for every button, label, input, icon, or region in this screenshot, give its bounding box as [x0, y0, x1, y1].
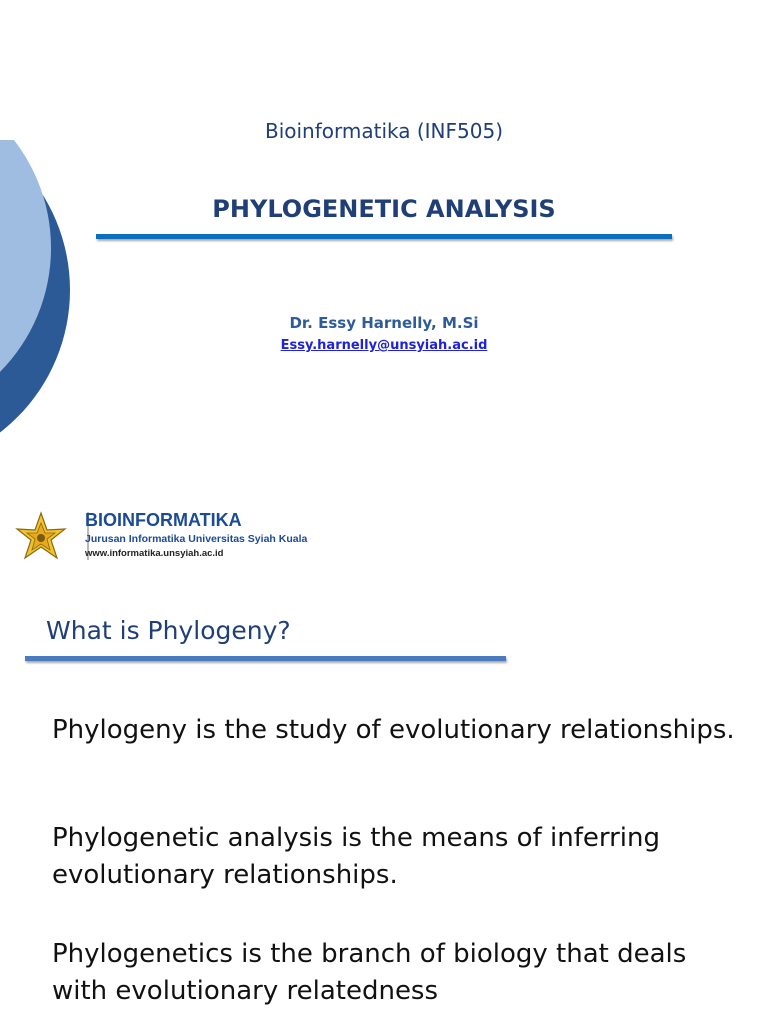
content-slide [0, 600, 768, 1024]
logo-name: BIOINFORMATIKA [85, 510, 242, 530]
logo-subtitle: Jurusan Informatika Universitas Syiah Kuala [85, 533, 308, 545]
presentation-title: PHYLOGENETIC ANALYSIS [212, 195, 556, 223]
paragraph-definition: Phylogeny is the study of evolutionary relationships. [52, 715, 735, 745]
seulanga-flower-emblem-icon [14, 510, 68, 564]
paragraph-phylogenetics: Phylogenetics is the branch of biology that deals with evolutionary relatedness [52, 939, 687, 1006]
paragraph-analysis: Phylogenetic analysis is the means of inferring evolutionary relationships. [52, 823, 660, 890]
heading-underline [25, 656, 506, 661]
author-email-link[interactable]: Essy.harnelly@unsyiah.ac.id [280, 338, 488, 353]
logo-url: www.informatika.unsyiah.ac.id [85, 548, 224, 559]
title-underline [96, 234, 672, 239]
decorative-circles [0, 140, 80, 440]
department-logo [14, 508, 354, 564]
slide-heading: What is Phylogeny? [46, 616, 291, 645]
course-title: Bioinformatika (INF505) [264, 119, 504, 143]
author-name: Dr. Essy Harnelly, M.Si [289, 314, 479, 332]
